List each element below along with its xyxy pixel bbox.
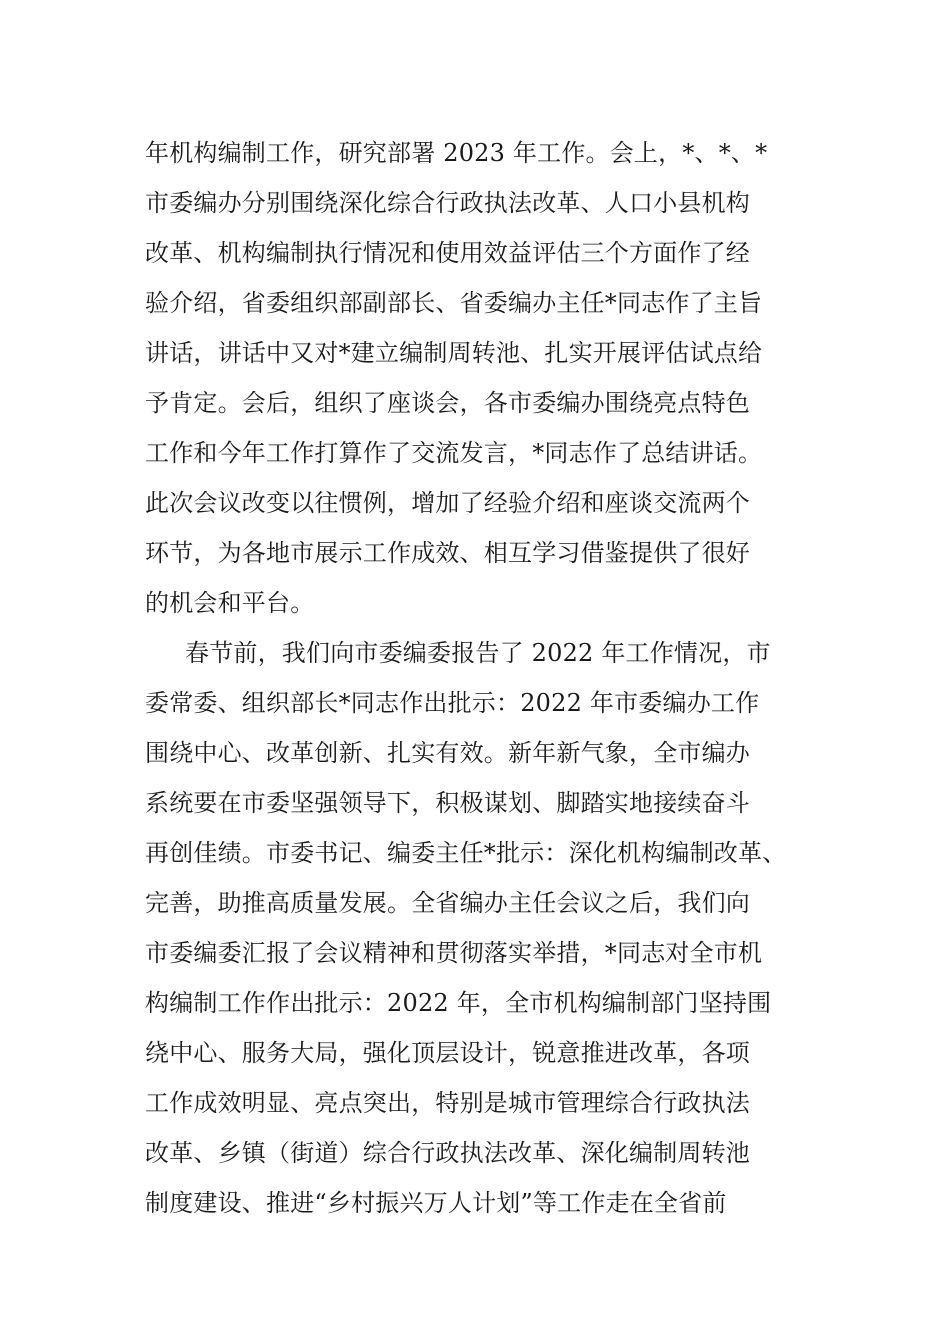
text-line: 讲话，讲话中又对*建立编制周转池、扎实开展评估试点给 (145, 339, 763, 367)
text-line: 环节，为各地市展示工作成效、相互学习借鉴提供了很好 (145, 539, 750, 567)
text-line: 工作成效明显、亮点突出，特别是城市管理综合行政执法 (145, 1089, 750, 1117)
text-line: 市委编委汇报了会议精神和贯彻落实举措，*同志对全市机 (145, 939, 763, 967)
text-line-first: 春节前，我们向市委编委报告了 2022 年工作情况，市 (185, 639, 771, 667)
text-line: 绕中心、服务大局，强化顶层设计，锐意推进改革，各项 (145, 1039, 750, 1067)
text-line: 年机构编制工作，研究部署 2023 年工作。会上，*、*、* (145, 139, 768, 167)
document-body (145, 128, 845, 1228)
text-line: 市委编办分别围绕深化综合行政执法改革、人口小县机构 (145, 189, 750, 217)
text-line: 此次会议改变以往惯例，增加了经验介绍和座谈交流两个 (145, 489, 750, 517)
text-line: 系统要在市委坚强领导下，积极谋划、脚踏实地接续奋斗 (145, 789, 750, 817)
text-line: 改革、机构编制执行情况和使用效益评估三个方面作了经 (145, 239, 750, 267)
text-line: 改革、乡镇（街道）综合行政执法改革、深化编制周转池 (145, 1139, 750, 1167)
text-line: 工作和今年工作打算作了交流发言，*同志作了总结讲话。 (145, 439, 763, 467)
paragraph-2 (145, 628, 845, 1228)
text-line: 的机会和平台。 (145, 589, 315, 617)
text-line: 予肯定。会后，组织了座谈会，各市委编办围绕亮点特色 (145, 389, 750, 417)
text-line: 围绕中心、改革创新、扎实有效。新年新气象，全市编办 (145, 739, 750, 767)
text-line: 制度建设、推进“乡村振兴万人计划”等工作走在全省前 (145, 1189, 727, 1217)
text-line: 再创佳绩。市委书记、编委主任*批示：深化机构编制改革、 (145, 839, 787, 867)
text-line: 构编制工作作出批示：2022 年，全市机构编制部门坚持围 (145, 989, 772, 1017)
text-line: 委常委、组织部长*同志作出批示：2022 年市委编办工作 (145, 689, 760, 717)
text-line: 验介绍，省委组织部副部长、省委编办主任*同志作了主旨 (145, 289, 763, 317)
paragraph-1 (145, 128, 845, 628)
text-line: 完善，助推高质量发展。全省编办主任会议之后，我们向 (145, 889, 750, 917)
